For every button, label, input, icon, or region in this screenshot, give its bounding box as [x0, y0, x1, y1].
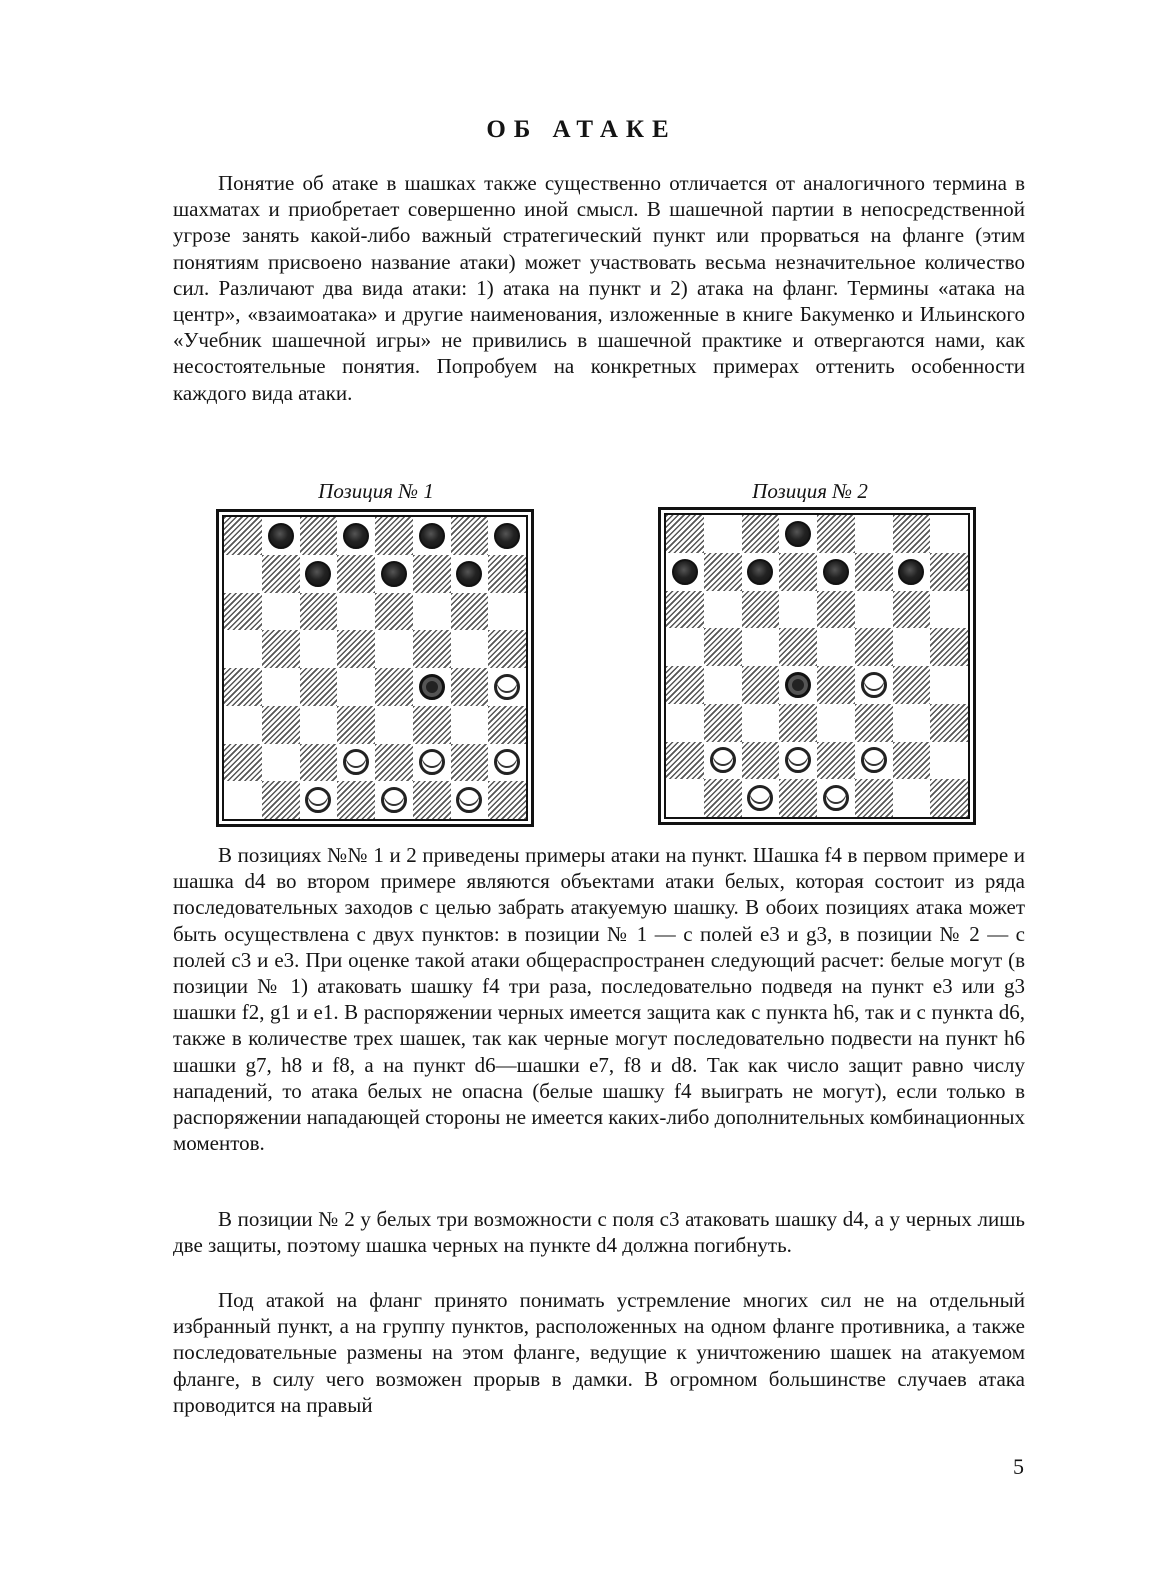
checker-white-c1	[747, 785, 773, 811]
square-f1	[855, 779, 893, 817]
square-a3	[224, 706, 262, 744]
square-c6	[300, 593, 338, 631]
square-d5	[779, 628, 817, 666]
square-e8	[817, 515, 855, 553]
paragraph-position-2: В позиции № 2 у белых три возможности с поля c3 атаковать шашку d4, а у черных лишь две защиты, поэтому шашка черных на пункте d4 должна погибнуть.	[173, 1207, 1025, 1258]
square-h4	[488, 668, 526, 706]
square-e5	[817, 628, 855, 666]
checker-white-g1	[456, 787, 482, 813]
square-d1	[337, 781, 375, 819]
square-g5	[451, 630, 489, 668]
square-b5	[704, 628, 742, 666]
square-g6	[893, 591, 931, 629]
square-d8	[337, 517, 375, 555]
paragraph-attack-on-flank: Под атакой на фланг принято понимать устремление многих сил не на отдельный избранный пункт, а на группу пунктов, расположенных на одном фланге противника, а также последовательные размены на этом фланге, ведущие к уничтожению шашек на атакуемом фланге, в силу чего возможен прорыв в дамки. В огромном большинстве случаев атака проводится на правый	[173, 1288, 1025, 1417]
square-g2	[893, 742, 931, 780]
square-f2	[855, 742, 893, 780]
square-c1	[742, 779, 780, 817]
checker-white-f2	[861, 747, 887, 773]
square-a8	[666, 515, 704, 553]
square-f8	[855, 515, 893, 553]
square-b7	[704, 553, 742, 591]
square-e6	[817, 591, 855, 629]
square-d1	[779, 779, 817, 817]
square-a7	[224, 555, 262, 593]
square-c3	[300, 706, 338, 744]
square-a4	[224, 668, 262, 706]
square-g1	[451, 781, 489, 819]
checker-black-g7	[456, 561, 482, 587]
checker-white-h2	[494, 749, 520, 775]
square-d7	[337, 555, 375, 593]
checker-blackking-d4	[785, 672, 811, 698]
square-g8	[893, 515, 931, 553]
square-g4	[893, 666, 931, 704]
square-e6	[375, 593, 413, 631]
square-f3	[855, 704, 893, 742]
square-h2	[488, 744, 526, 782]
checker-black-e7	[823, 559, 849, 585]
square-h1	[930, 779, 968, 817]
checker-blackking-f4	[419, 674, 445, 700]
square-a4	[666, 666, 704, 704]
square-g3	[451, 706, 489, 744]
square-f8	[413, 517, 451, 555]
square-h5	[488, 630, 526, 668]
square-f2	[413, 744, 451, 782]
checker-white-d2	[785, 747, 811, 773]
checker-black-e7	[381, 561, 407, 587]
square-g4	[451, 668, 489, 706]
square-d2	[779, 742, 817, 780]
square-h3	[488, 706, 526, 744]
checker-black-h8	[494, 523, 520, 549]
intro-paragraph: Понятие об атаке в шашках также существенно отличается от аналогичного термина в шахматах и приобретает совершенно иной смысл. В шашечной партии в непосредственной угрозе занять какой-либо важный стратегический пункт или прорваться на фланге (этим понятиям присвоено название атаки) может участвовать весьма незначительное количество сил. Различают два вида атаки: 1) атака на пункт и 2) атака на фланг. Термины «атака на центр», «взаимоатака» и другие наименования, изложенные в книге Бакуменко и Ильинского «Учебник шашечной игры» не привились в шашечной практике и отвергаются нами, как несостоятельные понятия. Попробуем на конкретных примерах оттенить особенности каждого вида атаки.	[173, 171, 1025, 405]
square-d6	[337, 593, 375, 631]
square-a6	[224, 593, 262, 631]
square-b2	[704, 742, 742, 780]
checker-white-e1	[823, 785, 849, 811]
square-g5	[893, 628, 931, 666]
square-a8	[224, 517, 262, 555]
square-f3	[413, 706, 451, 744]
square-f6	[413, 593, 451, 631]
square-c1	[300, 781, 338, 819]
checker-white-h4	[494, 674, 520, 700]
square-h1	[488, 781, 526, 819]
square-b6	[704, 591, 742, 629]
checker-black-d8	[343, 523, 369, 549]
board-grid	[664, 513, 970, 819]
square-a5	[666, 628, 704, 666]
square-d3	[779, 704, 817, 742]
square-c4	[300, 668, 338, 706]
square-b4	[262, 668, 300, 706]
square-h6	[488, 593, 526, 631]
checker-black-a7	[672, 559, 698, 585]
square-h8	[488, 517, 526, 555]
square-b1	[262, 781, 300, 819]
board-grid	[222, 515, 528, 821]
square-d2	[337, 744, 375, 782]
square-f5	[413, 630, 451, 668]
position-2-board	[658, 507, 976, 825]
square-h5	[930, 628, 968, 666]
square-a3	[666, 704, 704, 742]
square-h6	[930, 591, 968, 629]
square-a1	[224, 781, 262, 819]
square-h7	[930, 553, 968, 591]
checker-white-f4	[861, 672, 887, 698]
square-c5	[742, 628, 780, 666]
square-c2	[742, 742, 780, 780]
square-a1	[666, 779, 704, 817]
square-h4	[930, 666, 968, 704]
square-b6	[262, 593, 300, 631]
checker-black-d8	[785, 521, 811, 547]
square-a5	[224, 630, 262, 668]
square-g3	[893, 704, 931, 742]
square-b5	[262, 630, 300, 668]
square-f5	[855, 628, 893, 666]
square-g8	[451, 517, 489, 555]
square-a2	[224, 744, 262, 782]
checker-black-f8	[419, 523, 445, 549]
checker-white-f2	[419, 749, 445, 775]
square-h2	[930, 742, 968, 780]
square-e3	[375, 706, 413, 744]
square-d4	[779, 666, 817, 704]
square-h8	[930, 515, 968, 553]
square-d4	[337, 668, 375, 706]
square-c8	[742, 515, 780, 553]
square-d3	[337, 706, 375, 744]
square-d8	[779, 515, 817, 553]
square-g2	[451, 744, 489, 782]
square-g6	[451, 593, 489, 631]
square-d7	[779, 553, 817, 591]
square-b7	[262, 555, 300, 593]
square-f4	[413, 668, 451, 706]
position-1-board	[216, 509, 534, 827]
square-c7	[300, 555, 338, 593]
page-number: 5	[1013, 1454, 1024, 1479]
checker-black-g7	[898, 559, 924, 585]
checker-white-d2	[343, 749, 369, 775]
square-c2	[300, 744, 338, 782]
square-a2	[666, 742, 704, 780]
checker-white-e1	[381, 787, 407, 813]
square-g1	[893, 779, 931, 817]
square-e2	[375, 744, 413, 782]
square-d5	[337, 630, 375, 668]
square-e4	[817, 666, 855, 704]
square-e7	[375, 555, 413, 593]
square-e4	[375, 668, 413, 706]
position-1-caption: Позиция № 1	[318, 479, 434, 503]
square-e8	[375, 517, 413, 555]
checker-black-c7	[305, 561, 331, 587]
square-e5	[375, 630, 413, 668]
square-e2	[817, 742, 855, 780]
square-e3	[817, 704, 855, 742]
square-b8	[704, 515, 742, 553]
square-d6	[779, 591, 817, 629]
square-f1	[413, 781, 451, 819]
square-f4	[855, 666, 893, 704]
square-g7	[451, 555, 489, 593]
chapter-title: ОБ АТАКЕ	[486, 116, 677, 143]
checker-black-b8	[268, 523, 294, 549]
square-c4	[742, 666, 780, 704]
square-e1	[375, 781, 413, 819]
square-a7	[666, 553, 704, 591]
paragraph-attack-on-point: В позициях №№ 1 и 2 приведены примеры атаки на пункт. Шашка f4 в первом примере и шашка d4 во втором примере являются объектами атаки белых, которая состоит из ряда последовательных заходов с целью забрать атакуемую шашку. В обоих позициях атака может быть осуществлена с двух пунктов: в позиции № 1 — с полей e3 и g3, в позиции № 2 — с полей c3 и e3. При оценке такой атаки общераспространен следующий расчет: белые могут (в позиции № 1) атаковать шашку f4 три раза, последовательно подведя на пункт e3 или g3 шашки f2, g1 и e1. В распоряжении черных имеется защита как с пункта h6, так и с пункта d6, также в количестве трех шашек, так как черные могут последовательно подвести на пункт h6 шашки g7, h8 и f8, а на пункт d6—шашки e7, f8 и d8. Так как число защит равно числу нападений, то атака белых не опасна (белые шашку f4 выиграть не могут), если только в распоряжении нападающей стороны не имеется каких-либо дополнительных комбинационных моментов.	[173, 843, 1025, 1156]
square-c3	[742, 704, 780, 742]
square-c8	[300, 517, 338, 555]
square-f7	[413, 555, 451, 593]
checker-black-c7	[747, 559, 773, 585]
square-e7	[817, 553, 855, 591]
square-e1	[817, 779, 855, 817]
square-f6	[855, 591, 893, 629]
square-b4	[704, 666, 742, 704]
square-g7	[893, 553, 931, 591]
square-b1	[704, 779, 742, 817]
square-f7	[855, 553, 893, 591]
position-2-caption: Позиция № 2	[752, 479, 868, 503]
square-c5	[300, 630, 338, 668]
square-b3	[704, 704, 742, 742]
square-h7	[488, 555, 526, 593]
square-a6	[666, 591, 704, 629]
square-h3	[930, 704, 968, 742]
square-b8	[262, 517, 300, 555]
square-c6	[742, 591, 780, 629]
square-b3	[262, 706, 300, 744]
square-b2	[262, 744, 300, 782]
square-c7	[742, 553, 780, 591]
checker-white-b2	[710, 747, 736, 773]
checker-white-c1	[305, 787, 331, 813]
